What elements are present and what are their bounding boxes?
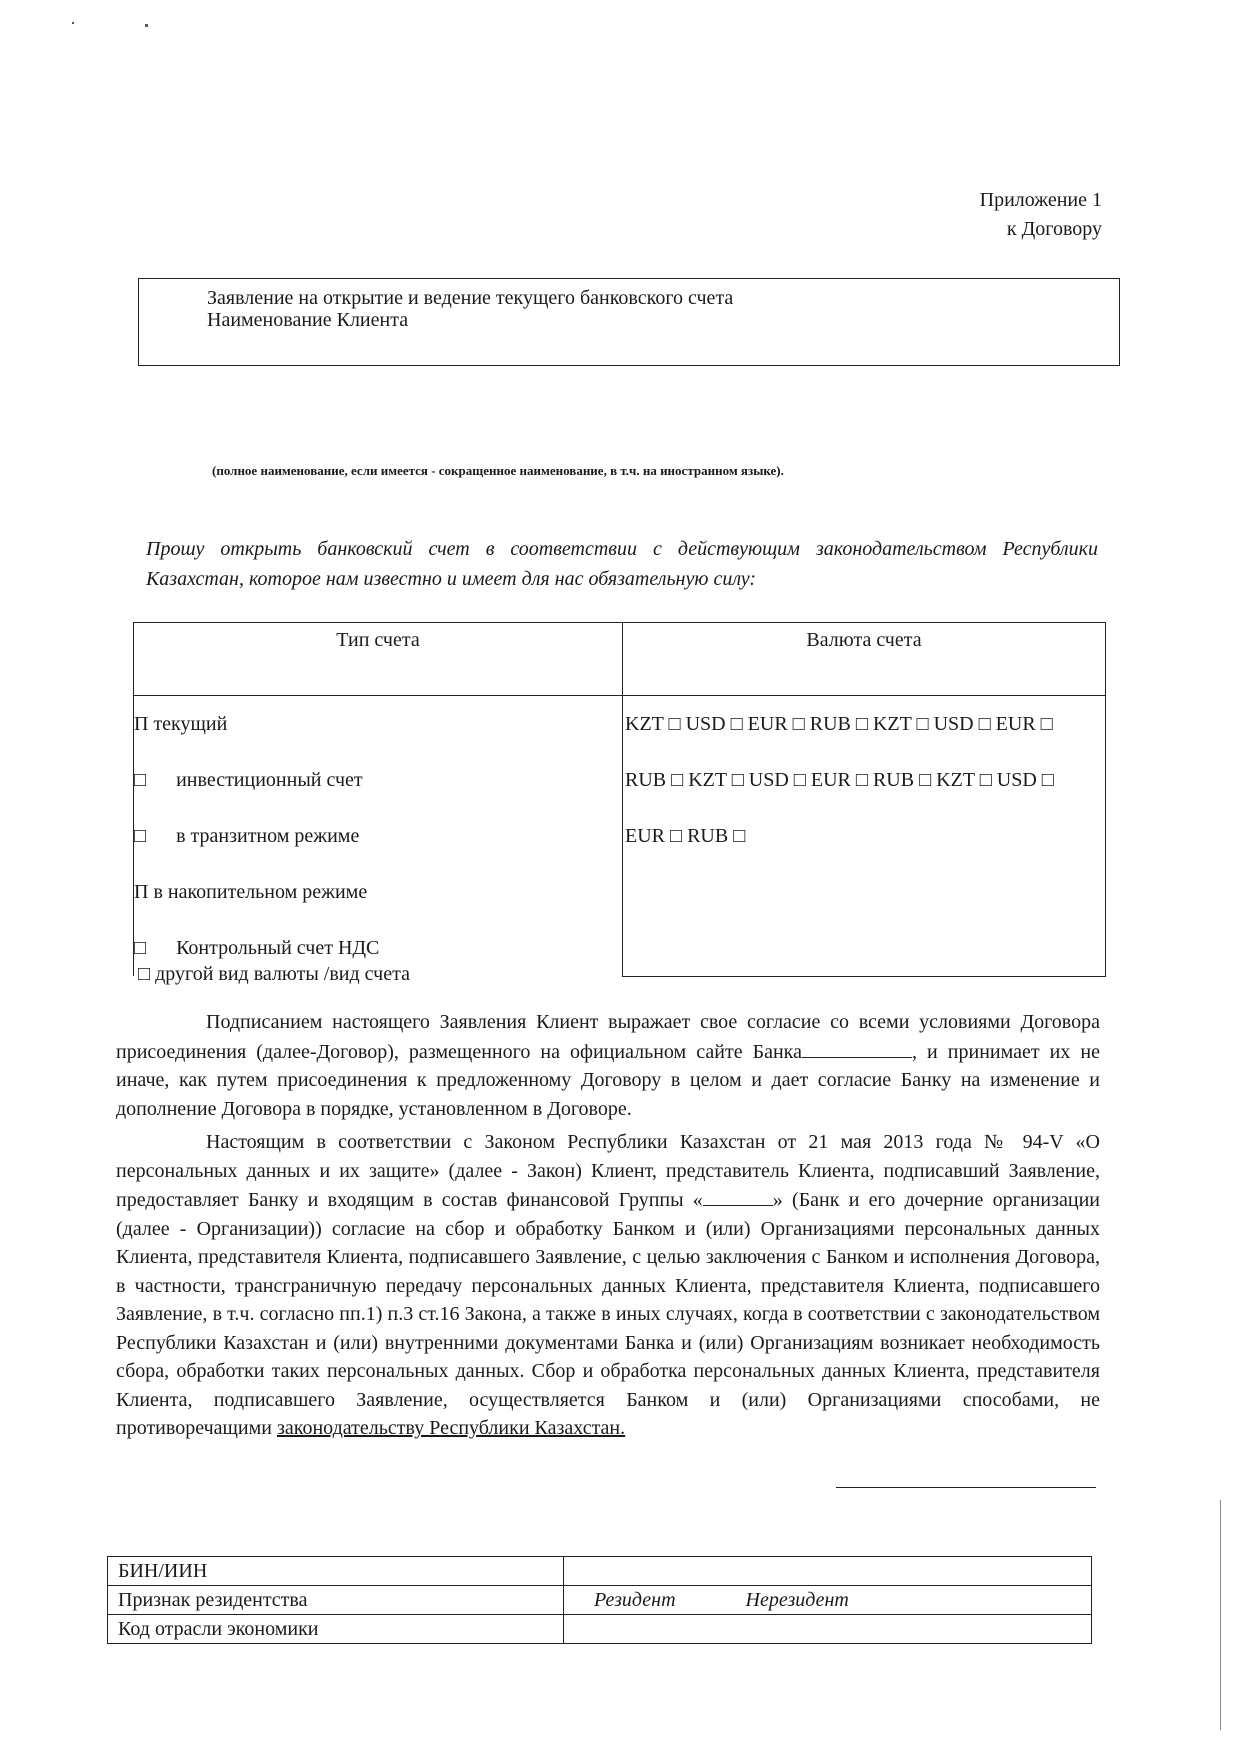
consent-text-part-2: , и принимает их не иначе, как путем присоединения к предложенному Договору в целом и дает согласие Банку на изменение и дополнение Договора в порядке, установленном в Договоре. [116,1040,1100,1120]
appendix-note [980,186,1102,244]
currency-line[interactable]: RUB □ KZT □ USD □ EUR □ RUB □ KZT □ USD □ [625,769,1054,791]
residency-label: Признак резидентства [108,1586,564,1615]
legislation-reference: законодательству Республики Казахстан. [276,1417,626,1439]
application-title: Заявление на открытие и ведение текущего банковского счета [207,287,734,309]
name-hint: (полное наименование, если имеется - сокращенное наименование, в т.ч. на иностранном языке). [212,463,784,478]
bin-label: БИН/ИИН [108,1557,564,1586]
account-type-investment[interactable]: □ инвестиционный счет [134,769,363,791]
account-type-current[interactable]: П текущий [134,713,228,735]
account-currency-header: Валюта счета [623,623,1106,696]
currency-line[interactable]: KZT □ USD □ EUR □ RUB □ KZT □ USD □ EUR □ [625,713,1053,735]
account-type-vat-control[interactable]: □ Контрольный счет НДС [134,937,380,959]
account-type-header: Тип счета [134,623,623,696]
appendix-line-2: к Договору [1006,218,1102,240]
economy-code-label: Код отрасли экономики [108,1615,564,1644]
personal-data-text-part-2: » (Банк и его дочерние организации (далее - Организации)) согласие на сбор и обработку Банком и (или) Организациями персональных данных Клиента, представителя Клиента, подписавшего Заявление, с целью заключения с Банком и исполнения Договора, в частности, трансграничную передачу персональных данных Клиента, представителя Клиента, подписавшего Заявление, в т.ч. согласно пп.1) п.3 ст.16 Закона, а также в иных случаях, когда в соответствии с законодательством Республики Казахстан и (или) внутренними документами Банка и (или) Организациям возникает необходимость сбора, обработки таких персональных данных. Сбор и обработка персональных данных Клиента, представителя Клиента, подписавшего Заявление, осуществляется Банком и (или) Организациями способами, не противоречащими [116,1189,1100,1439]
bin-value-cell[interactable] [564,1557,1092,1586]
client-info-table [107,1556,1092,1644]
appendix-line-1: Приложение 1 [979,189,1102,211]
signature-line[interactable] [836,1487,1096,1488]
currency-line[interactable]: EUR □ RUB □ [625,825,746,847]
request-text: Прошу открыть банковский счет в соответствии с действующим законодательством Республики Казахстан, которое нам известно и имеет для нас обязательную силу: [146,538,1098,590]
consent-text-part-1: Подписанием настоящего Заявления Клиент выражает свое согласие со всеми условиями Договора присоединения (далее-Договор), размещенного на официальном сайте Банка [116,1011,1100,1063]
application-title-box [138,278,1120,366]
client-name-label: Наименование Клиента [207,309,409,331]
resident-option[interactable]: Резидент [594,1588,676,1611]
scan-edge-line [1220,1500,1221,1730]
scan-speck [72,22,74,24]
account-currency-cell [623,696,1106,977]
economy-code-value-cell[interactable] [564,1615,1092,1644]
consent-paragraph-2 [116,1128,1100,1443]
account-type-savings[interactable]: П в накопительном режиме [134,881,368,903]
nonresident-option[interactable]: Нерезидент [745,1588,849,1611]
residency-value-cell [564,1586,1092,1615]
account-type-transit[interactable]: □ в транзитном режиме [134,825,360,847]
other-currency-option[interactable]: □ другой вид валюты /вид счета [138,963,410,985]
consent-paragraph-1 [116,1008,1100,1123]
personal-data-text-part-1: Настоящим в соответствии с Законом Республики Казахстан от 21 мая 2013 года № 94-V «О персональных данных и их защите» (далее - Закон) Клиент, представитель Клиента, подписавший Заявление, предоставляет Банку и входящим в состав финансовой Группы « [116,1131,1100,1211]
group-name-blank[interactable] [703,1185,773,1206]
account-types-cell [134,696,623,977]
bank-website-blank[interactable] [802,1037,912,1058]
account-table [133,622,1106,977]
scan-speck [145,24,148,27]
